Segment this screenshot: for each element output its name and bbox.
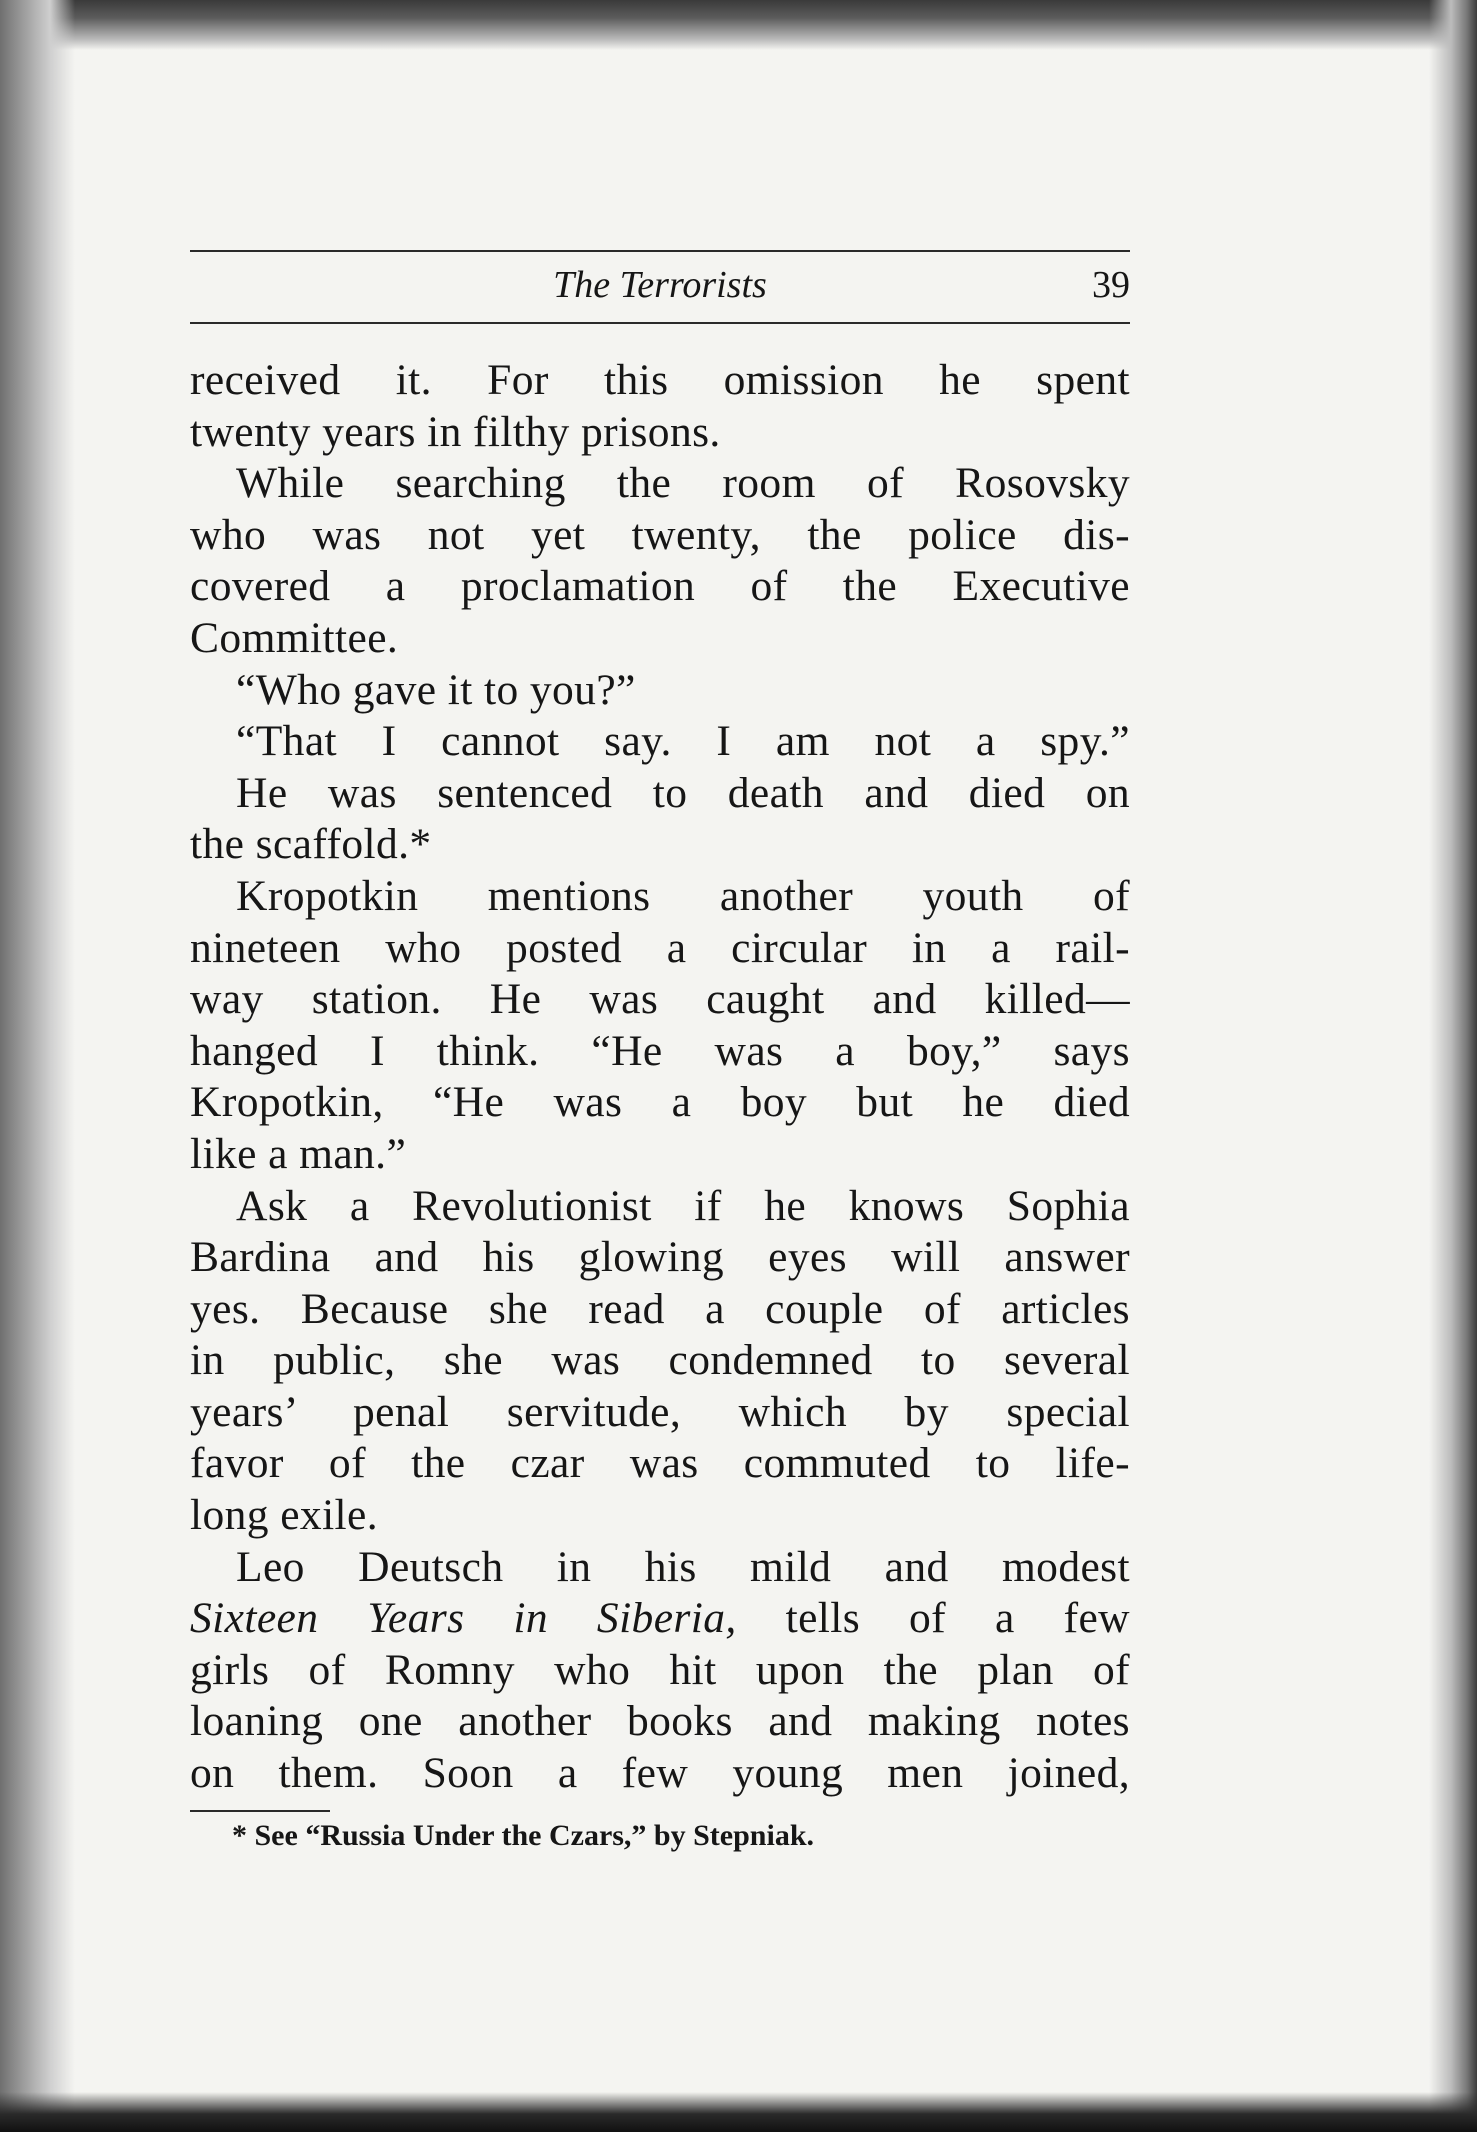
- text-line: Committee.: [190, 613, 399, 662]
- text-line: long exile.: [190, 1491, 379, 1540]
- scan-edge-right: [1429, 0, 1477, 2132]
- scan-edge-bottom: [0, 2092, 1477, 2132]
- text-line: loaning one another books and making notes: [190, 1697, 1130, 1746]
- text-line: He was sentenced to death and died on: [236, 768, 1130, 817]
- footnote: * See “Russia Under the Czars,” by Stepniak.: [232, 1819, 814, 1852]
- scan-edge-left: [0, 0, 75, 2132]
- text-line: “That I cannot say. I am not a spy.”: [236, 717, 1130, 766]
- text-line: Ask a Revolutionist if he knows Sophia: [236, 1181, 1130, 1230]
- text-line: favor of the czar was commuted to life-: [190, 1439, 1130, 1488]
- header-rule-bottom: [190, 322, 1130, 324]
- header-rule-top: [190, 250, 1130, 252]
- text-line: received it. For this omission he spent: [190, 356, 1130, 404]
- body-text: [190, 355, 1130, 1800]
- text-line: Kropotkin, “He was a boy but he died: [190, 1078, 1130, 1127]
- text-line: Leo Deutsch in his mild and modest: [236, 1542, 1130, 1591]
- running-title: The Terrorists: [553, 264, 767, 306]
- text-line: the scaffold.*: [190, 820, 432, 869]
- text-line: way station. He was caught and killed—: [190, 975, 1130, 1024]
- text-line: Kropotkin mentions another youth of: [236, 871, 1130, 920]
- text-line: in public, she was condemned to several: [190, 1336, 1130, 1385]
- text-line: years’ penal servitude, which by special: [190, 1387, 1130, 1436]
- text-line: covered a proclamation of the Executive: [190, 562, 1130, 611]
- text-line: “Who gave it to you?”: [236, 665, 636, 714]
- footnote-rule: [190, 1810, 330, 1812]
- text-line: yes. Because she read a couple of articles: [190, 1284, 1130, 1333]
- text-line: Bardina and his glowing eyes will answer: [190, 1233, 1130, 1282]
- text-line: hanged I think. “He was a boy,” says: [190, 1026, 1130, 1075]
- text-line: like a man.”: [190, 1129, 407, 1178]
- book-title: Sixteen Years in Siberia,: [190, 1594, 737, 1643]
- text-line: While searching the room of Rosovsky: [236, 459, 1130, 508]
- page-number: 39: [1092, 264, 1130, 306]
- text-line: twenty years in filthy prisons.: [190, 407, 721, 456]
- text-line: on them. Soon a few young men joined,: [190, 1749, 1130, 1798]
- text-line: nineteen who posted a circular in a rail-: [190, 923, 1130, 972]
- text-line: Sixteen Years in Siberia, tells of a few: [190, 1594, 1130, 1643]
- text-line: girls of Romny who hit upon the plan of: [190, 1645, 1130, 1694]
- scan-edge-top: [0, 0, 1477, 50]
- text-line: who was not yet twenty, the police dis-: [190, 510, 1130, 559]
